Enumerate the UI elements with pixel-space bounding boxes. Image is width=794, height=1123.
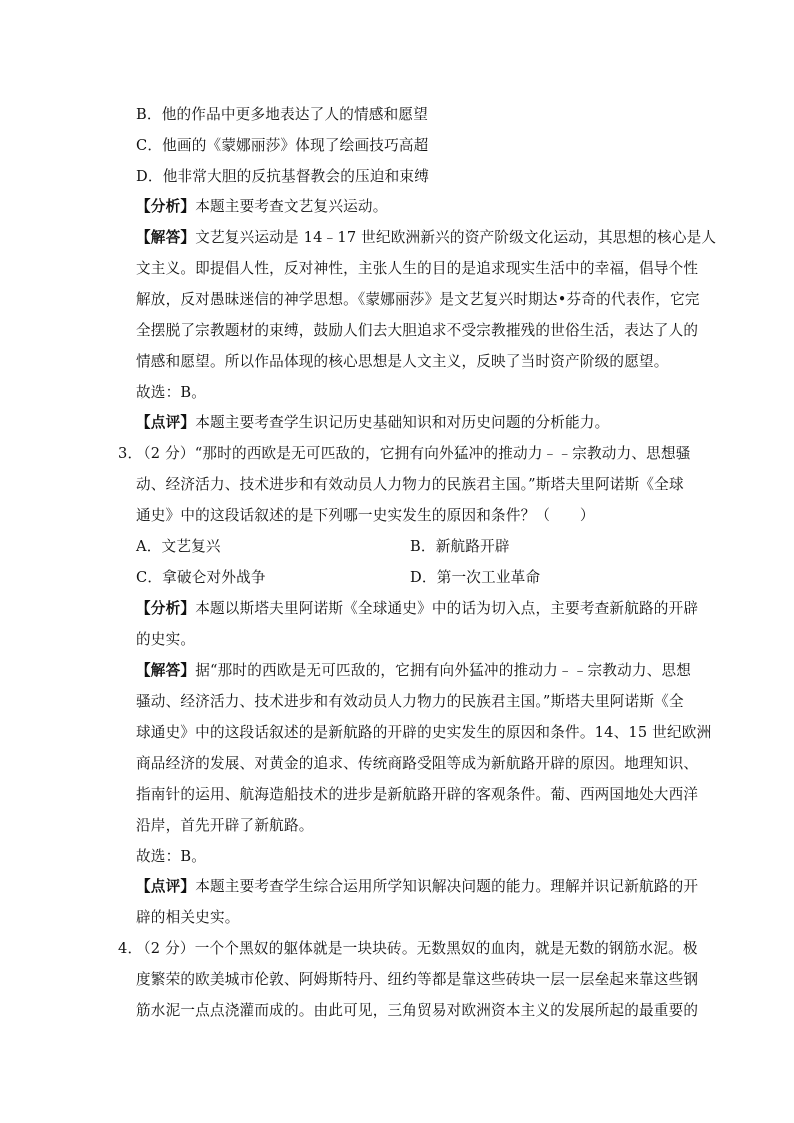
q2-answer <box>136 228 716 248</box>
answer-line: 文艺复兴运动是 14﹣17 世纪欧洲新兴的资产阶级文化运动，其思想的核心是人 <box>195 229 717 246</box>
analysis-text: 本题主要考查文艺复兴运动。 <box>195 198 388 215</box>
q3-choice: 故选：B。 <box>136 848 207 865</box>
analysis-tag: 【分析】 <box>136 600 196 617</box>
q4-number: 4． <box>118 940 143 957</box>
q3-option-c: C．拿破仑对外战争 <box>136 569 266 586</box>
answer-line: 球通史》中的这段话叙述的是新航路的开辟的史实发生的原因和条件。14、15 世纪欧洲 <box>136 724 712 741</box>
answer-tag: 【解答】 <box>136 229 196 246</box>
q3-comment <box>136 877 698 897</box>
analysis-line: 的史实。 <box>136 631 196 648</box>
answer-line: 情感和愿望。所以作品体现的核心思想是人文主义，反映了当时资产阶级的愿望。 <box>136 353 669 370</box>
q2-option-b: B．他的作品中更多地表达了人的情感和愿望 <box>136 106 429 123</box>
q3-stem-line: （2 分）“那时的西欧是无可匹敌的，它拥有向外猛冲的推动力﹣﹣宗教动力、思想骚 <box>136 445 691 462</box>
comment-text: 本题主要考查学生识记历史基础知识和对历史问题的分析能力。 <box>195 414 610 431</box>
answer-line: 文主义。即提倡人性，反对神性，主张人生的目的是追求现实生活中的幸福，倡导个性 <box>136 260 699 277</box>
q3-option-a: A．文艺复兴 <box>136 538 221 555</box>
comment-tag: 【点评】 <box>136 878 196 895</box>
q2-choice: 故选：B。 <box>136 384 207 401</box>
answer-line: 骚动、经济活力、技术进步和有效动员人力物力的民族君主国。”斯塔夫里阿诺斯《全 <box>136 693 684 710</box>
q2-comment <box>136 413 609 433</box>
comment-tag: 【点评】 <box>136 414 196 431</box>
q3-option-d: D．第一次工业革命 <box>410 569 541 586</box>
q2-option-d: D．他非常大胆的反抗基督教会的压迫和束缚 <box>136 168 429 185</box>
analysis-line: 本题以斯塔夫里阿诺斯《全球通史》中的话为切入点，主要考查新航路的开辟 <box>195 600 699 617</box>
q3-stem-line: 通史》中的这段话叙述的是下列哪一史实发生的原因和条件？（ ） <box>136 507 595 524</box>
answer-line: 沿岸，首先开辟了新航路。 <box>136 817 314 834</box>
q4-stem-line: 度繁荣的欧美城市伦敦、阿姆斯特丹、纽约等都是靠这些砖块一层一层垒起来靠这些钢 <box>136 971 699 988</box>
comment-line: 辟的相关史实。 <box>136 909 240 926</box>
q2-analysis <box>136 197 388 217</box>
answer-line: 指南针的运用、航海造船技术的进步是新航路开辟的客观条件。葡、西两国地处大西洋 <box>136 786 699 803</box>
answer-line: 解放，反对愚昧迷信的神学思想。《蒙娜丽莎》是文艺复兴时期达•芬奇的代表作，它完 <box>136 291 700 308</box>
q3-analysis <box>136 599 698 619</box>
comment-line: 本题主要考查学生综合运用所学知识解决问题的能力。理解并识记新航路的开 <box>195 878 699 895</box>
q4-stem-line: （2 分）一个个黑奴的躯体就是一块块砖。无数黑奴的血肉，就是无数的钢筋水泥。极 <box>136 940 698 957</box>
q3-stem-line: 动、经济活力、技术进步和有效动员人力物力的民族君主国。”斯塔夫里阿诺斯《全球 <box>136 476 684 493</box>
q2-option-c: C．他画的《蒙娜丽莎》体现了绘画技巧高超 <box>136 137 429 154</box>
q3-answer <box>136 661 691 681</box>
analysis-tag: 【分析】 <box>136 198 196 215</box>
q4-stem-line: 筋水泥一点点浇灌而成的。由此可见，三角贸易对欧洲资本主义的发展所起的最重要的 <box>136 1002 699 1019</box>
answer-line: 商品经济的发展、对黄金的追求、传统商路受阻等成为新航路开辟的原因。地理知识、 <box>136 755 699 772</box>
answer-line: 全摆脱了宗教题材的束缚，鼓励人们去大胆追求不受宗教摧残的世俗生活，表达了人的 <box>136 322 699 339</box>
q3-option-b: B．新航路开辟 <box>410 538 510 555</box>
answer-line: 据“那时的西欧是无可匹敌的，它拥有向外猛冲的推动力﹣﹣宗教动力、思想 <box>195 662 692 679</box>
answer-tag: 【解答】 <box>136 662 196 679</box>
q3-number: 3． <box>118 445 143 462</box>
